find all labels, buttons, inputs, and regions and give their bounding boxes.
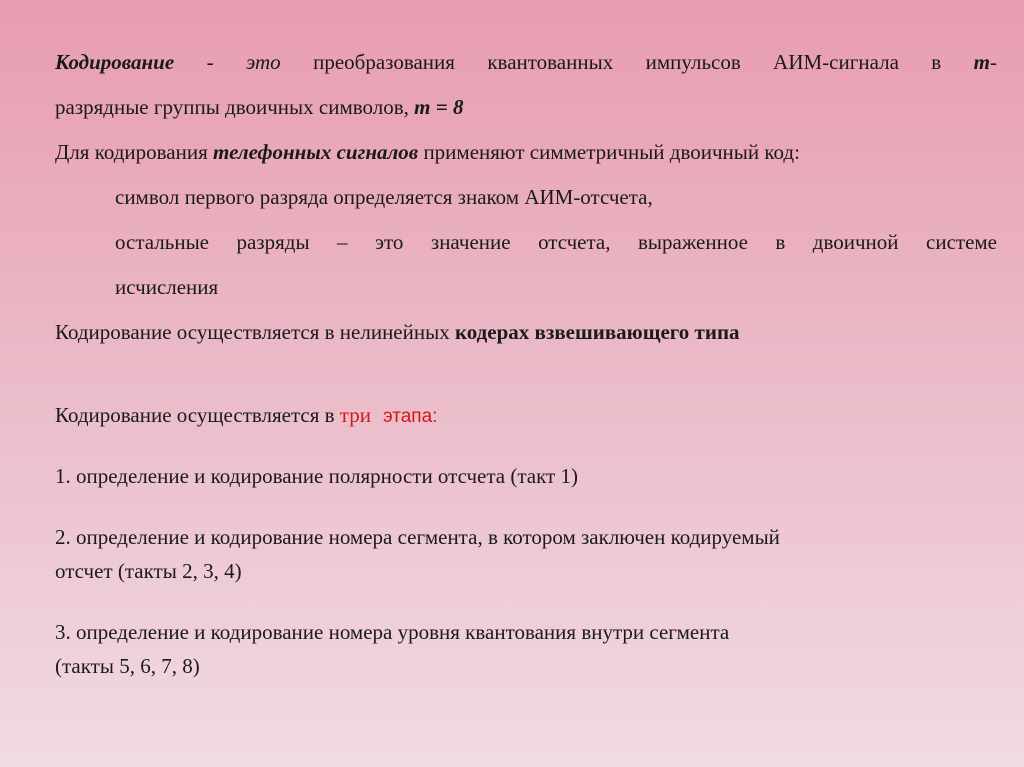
definition-text: преобразования квантованных импульсов АИМ-сигнала в (280, 50, 974, 74)
stage-2-line-2: отсчет (такты 2, 3, 4) (55, 559, 242, 583)
word-three: три (339, 403, 371, 427)
stages-intro (55, 398, 437, 434)
term-weighing-coders: кодерах взвешивающего типа (454, 320, 740, 344)
stages-prefix: Кодирование осуществляется в (55, 403, 340, 427)
dash: - (174, 50, 247, 74)
definition-line-1 (55, 40, 997, 85)
stage-3-line-2: (такты 5, 6, 7, 8) (55, 654, 200, 678)
term-telephone-signals: телефонных сигналов (213, 140, 419, 164)
coder-prefix: Кодирование осуществляется в нелинейных (55, 320, 455, 344)
telephone-code-line (55, 130, 997, 175)
stage-3-line-1: 3. определение и кодирование номера уровня квантования внутри сегмента (55, 620, 730, 644)
stage-1: 1. определение и кодирование полярности отсчета (такт 1) (55, 464, 578, 488)
telephone-suffix: применяют симметричный двоичный код: (418, 140, 800, 164)
word-eto: это (246, 50, 281, 74)
telephone-prefix: Для кодирования (55, 140, 214, 164)
word-stages: этапа: (382, 406, 438, 427)
stage-3 (55, 615, 985, 683)
var-m: m (973, 50, 990, 74)
m-equals-8: m = 8 (414, 95, 464, 119)
other-bits-rule-cont: исчисления (115, 275, 219, 299)
other-bits-rule: остальные разряды – это значение отсчета, выраженное в двоичной системе (115, 230, 997, 254)
definition-line-2 (55, 85, 997, 130)
term-coding: Кодирование (55, 50, 175, 74)
definition-text-2: разрядные группы двоичных символов, (55, 95, 415, 119)
stage-2-line-1: 2. определение и кодирование номера сегмента, в котором заключен кодируемый (55, 525, 780, 549)
hyphen: - (990, 50, 997, 74)
definition-block (55, 40, 997, 355)
first-bit-rule: символ первого разряда определяется знаком АИМ-отсчета, (115, 185, 653, 209)
coder-type-line (55, 310, 997, 355)
stage-2 (55, 520, 985, 588)
